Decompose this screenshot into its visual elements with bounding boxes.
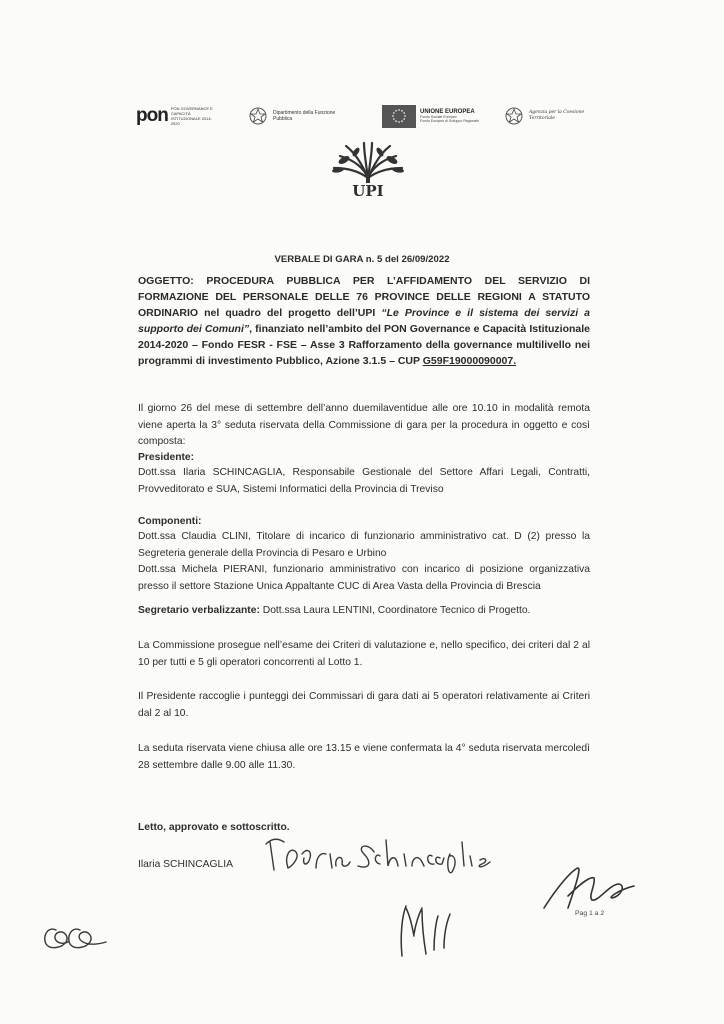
componenti-heading: Componenti: [138, 516, 202, 527]
punteggi-paragraph: Il Presidente raccoglie i punteggi dei Commissari di gara dati ai 5 operatori relativamente ai Criteri dal 2 al 10. [138, 691, 590, 719]
segretario-paragraph: Segretario verbalizzante: Dott.ssa Laura LENTINI, Coordinatore Tecnico di Progetto. [138, 605, 531, 616]
presidente-heading: Presidente: [138, 452, 195, 463]
upi-emblem-icon [320, 140, 416, 184]
signature-schincaglia [262, 832, 552, 876]
signature-initials-left [36, 916, 116, 956]
criteri-paragraph: La Commissione prosegue nell’esame dei Criteri di valutazione e, nello specifico, dei criteri dal 2 al 10 per tutti e 5 gli operatori concorrenti al Lotto 1. [138, 640, 590, 668]
document-title: VERBALE DI GARA n. 5 del 26/09/2022 [274, 254, 450, 265]
funzione-pubblica-logo: Dipartimento della Funzione Pubblica [248, 100, 343, 132]
page-number: Pag 1 a 2 [575, 910, 605, 917]
letto-approvato: Letto, approvato e sottoscritto. [138, 822, 290, 833]
eu-logo: UNIONE EUROPEA Fondo Sociale Europeo Fondo Europeo di Sviluppo Regionale [382, 100, 510, 132]
pon-logo: pon PON GOVERNANCE E CAPACITÀ ISTITUZIONALE 2014-2020 [136, 105, 213, 126]
firmatario-name: Ilaria SCHINCAGLIA [138, 859, 233, 870]
chiusura-paragraph: La seduta riservata viene chiusa alle ore 13.15 e viene confermata la 4° seduta riservata mercoledì 28 settembre dalle 9.00 alle 11.30. [138, 743, 590, 771]
componenti-paragraph: Dott.ssa Claudia CLINI, Titolare di incarico di funzionario amministrativo cat. D (2) presso la Segreteria generale della Provincia di Pesaro e Urbino Dott.ssa Michela PIERANI, funzionario amministrativo con incarico di posizione organizzativa presso il settore Stazione Unica Appaltante CUC di Area Vasta della Provincia di Brescia [138, 531, 590, 592]
upi-logo: UPI [320, 140, 416, 208]
presidente-paragraph: Dott.ssa Ilaria SCHINCAGLIA, Responsabile Gestionale del Settore Affari Legali, Contratti, Provveditorato e SUA, Sistemi Informatici della Provincia di Treviso [138, 467, 590, 495]
oggetto-paragraph: OGGETTO: PROCEDURA PUBBLICA PER L’AFFIDAMENTO DEL SERVIZIO DI FORMAZIONE DEL PERSONALE DELLE 76 PROVINCE DELLE REGIONI A STATUTO ORDINARIO nel quadro del progetto dell’UPI “Le Province e il sistema dei servizi a supporto dei Comuni”, finanziato nell’ambito del PON Governance e Capacità Istituzionale 2014-2020 – Fondo FESR - FSE – Asse 3 Rafforzamento della governance multilivello nei programmi di investimento Pubblico, Azione 3.1.5 – CUP G59F19000090007. [138, 275, 591, 367]
intro-paragraph: Il giorno 26 del mese di settembre dell’anno duemilaventidue alle ore 10.10 in modalità remota viene aperta la 3° seduta riservata della Commissione di gara per la procedura in oggetto e così composta: [138, 403, 590, 448]
signature-initials-center [392, 896, 462, 962]
italian-emblem-icon [504, 104, 524, 128]
eu-flag-icon [382, 105, 416, 128]
cup-code: G59F19000090007. [422, 355, 517, 367]
italian-emblem-icon [248, 104, 268, 128]
agenzia-coesione-logo: Agenzia per la Coesione Territoriale [504, 100, 597, 132]
header-logos [136, 100, 596, 132]
